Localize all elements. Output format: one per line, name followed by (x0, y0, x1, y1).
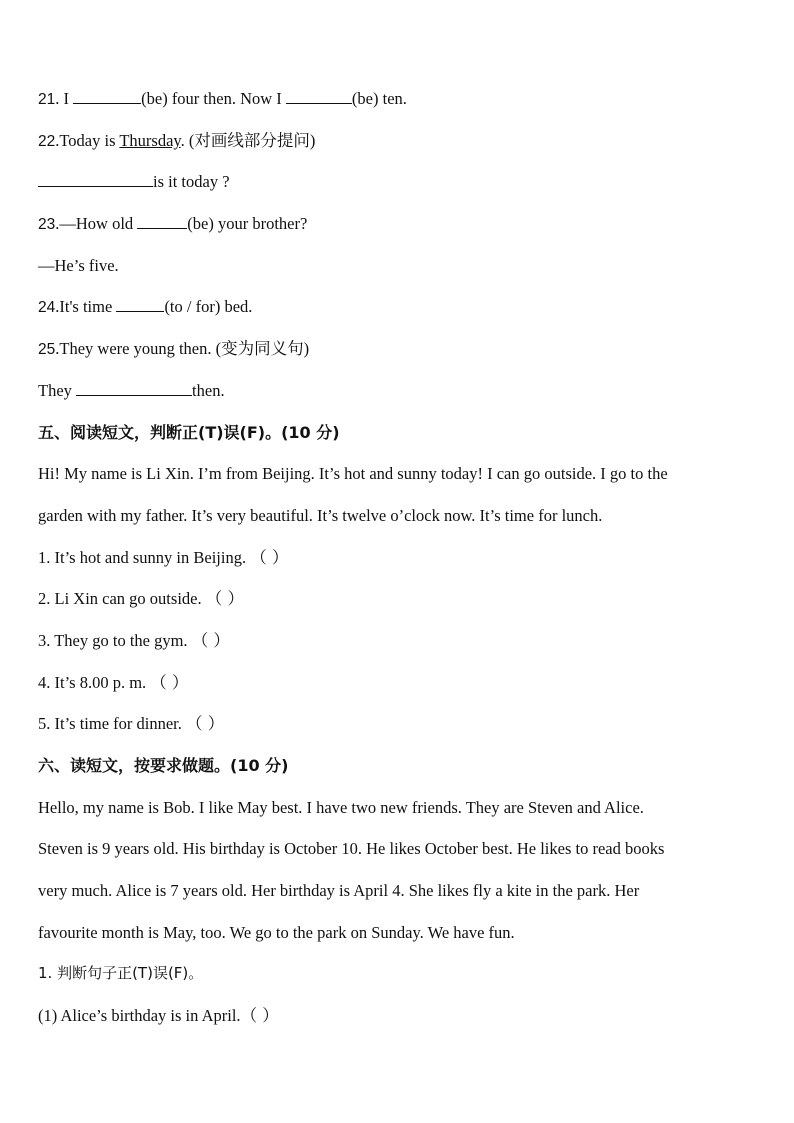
question-number: 22 (38, 132, 56, 150)
section-6-passage-line: Hello, my name is Bob. I like May best. I have two new friends. They are Steven and Alice. (38, 797, 644, 817)
answer-blank[interactable] (38, 169, 153, 187)
question-23-reply: —He’s five. (38, 255, 119, 275)
answer-parentheses[interactable]: （ ） (191, 630, 230, 650)
answer-parentheses[interactable]: （ ） (186, 714, 225, 734)
answer-blank[interactable] (73, 86, 141, 104)
section-5-heading: 五、阅读短文，判断正(T)误(F)。(10 分) (38, 422, 340, 442)
question-22-answer: is it today ? (38, 161, 758, 203)
section-5-passage-line: Hi! My name is Li Xin. I’m from Beijing. It’s hot and sunny today! I can go outside. I go to the (38, 464, 668, 484)
question-22: 22.Today is Thursday. (对画线部分提问) (38, 130, 316, 150)
section-6-subtask-title: 1. 判断句子正(T)误(F)。 (38, 964, 204, 983)
answer-parentheses[interactable]: （ ） (250, 547, 289, 567)
answer-blank[interactable] (286, 86, 352, 104)
section-5-passage-line: garden with my father. It’s very beautiful. It’s twelve o’clock now. It’s time for lunch. (38, 505, 603, 525)
answer-blank[interactable] (116, 294, 164, 312)
tf-item: 5. It’s time for dinner. （ ） (38, 714, 225, 734)
question-number: 25 (38, 341, 56, 359)
question-number: 24 (38, 299, 56, 317)
tf-item: 4. It’s 8.00 p. m. （ ） (38, 672, 189, 692)
section-6-passage-line: Steven is 9 years old. His birthday is October 10. He likes October best. He likes to read books (38, 839, 665, 859)
answer-parentheses[interactable]: （ ） (205, 589, 244, 609)
section-6-passage-line: very much. Alice is 7 years old. Her birthday is April 4. She likes fly a kite in the park. Her (38, 881, 640, 901)
question-25-answer: They then. (38, 370, 758, 412)
worksheet-page (38, 78, 758, 1037)
answer-parentheses[interactable]: （ ） (240, 1006, 279, 1026)
answer-blank[interactable] (137, 211, 187, 229)
underlined-word: Thursday (119, 130, 181, 150)
tf-item: 2. Li Xin can go outside. （ ） (38, 589, 244, 609)
section-6-heading: 六、读短文，按要求做题。(10 分) (38, 756, 289, 775)
answer-blank[interactable] (76, 378, 192, 396)
question-number: 23 (38, 216, 56, 234)
answer-parentheses[interactable]: （ ） (150, 672, 189, 692)
section-6-passage-line: favourite month is May, too. We go to the park on Sunday. We have fun. (38, 922, 515, 942)
question-number: 21 (38, 91, 56, 108)
tf-item: 3. They go to the gym. （ ） (38, 630, 230, 650)
tf-item: (1) Alice’s birthday is in April.（ ） (38, 1006, 279, 1026)
tf-item: 1. It’s hot and sunny in Beijing. （ ） (38, 547, 289, 567)
question-23: 23.—How old (be) your brother? (38, 203, 758, 245)
question-24: 24.It's time (to / for) bed. (38, 286, 758, 328)
question-21: 21. I (be) four then. Now I (be) ten. (38, 78, 758, 120)
question-25: 25.They were young then. (变为同义句) (38, 339, 310, 359)
